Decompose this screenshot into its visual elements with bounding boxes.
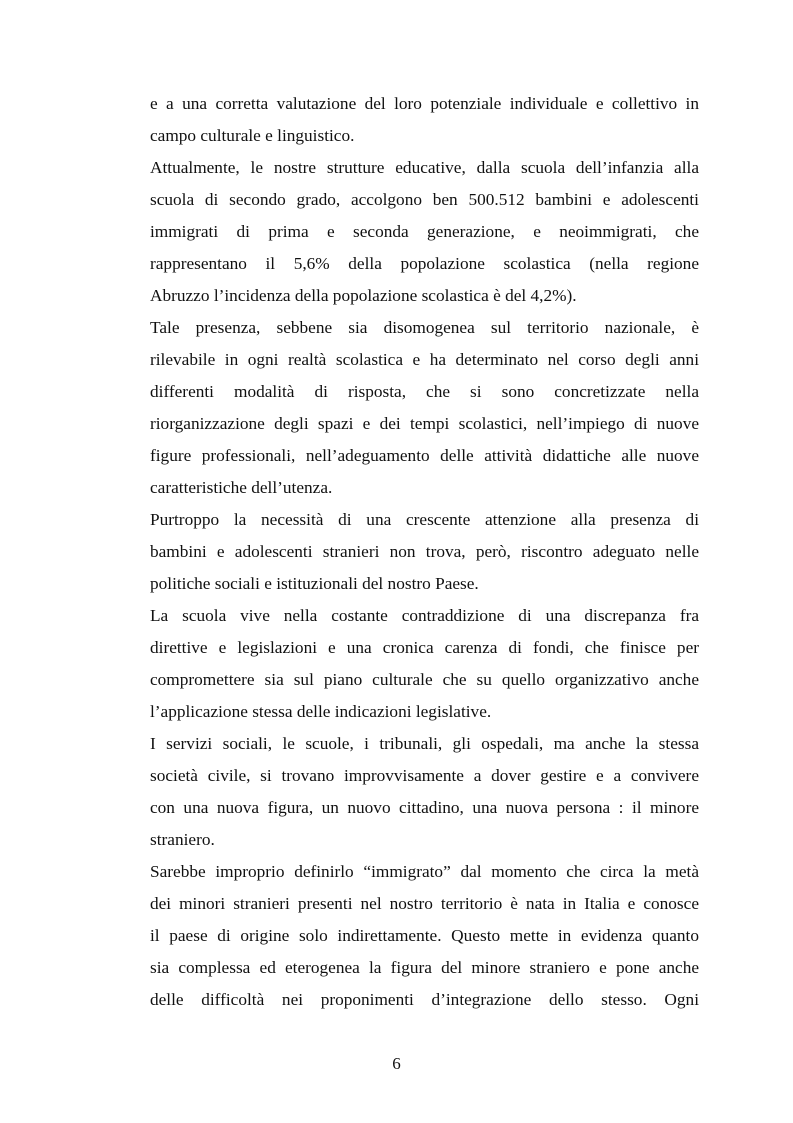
text-line: Abruzzo l’incidenza della popolazione scolastica è del 4,2%). — [150, 286, 577, 305]
text-line: politiche sociali e istituzionali del nostro Paese. — [150, 574, 479, 593]
paragraph-2 — [150, 152, 699, 312]
paragraph-4 — [150, 504, 699, 600]
text-line: e a una corretta valutazione del loro potenziale individuale e collettivo in — [150, 94, 699, 113]
text-line: compromettere sia sul piano culturale che su quello organizzativo anche — [150, 670, 699, 689]
text-line: rappresentano il 5,6% della popolazione scolastica (nella regione — [150, 254, 699, 273]
text-line: l’applicazione stessa delle indicazioni legislative. — [150, 702, 492, 721]
paragraph-1 — [150, 88, 699, 152]
paragraph-7 — [150, 856, 699, 1016]
text-line: delle difficoltà nei proponimenti d’integrazione dello stesso. Ogni — [150, 990, 699, 1009]
paragraph-3 — [150, 312, 699, 504]
text-line: bambini e adolescenti stranieri non trova, però, riscontro adeguato nelle — [150, 542, 699, 561]
text-line: con una nuova figura, un nuovo cittadino, una nuova persona : il minore — [150, 798, 699, 817]
text-line: Tale presenza, sebbene sia disomogenea sul territorio nazionale, è — [150, 318, 699, 337]
page-body — [150, 88, 699, 1016]
text-line: immigrati di prima e seconda generazione, e neoimmigrati, che — [150, 222, 699, 241]
text-line: rilevabile in ogni realtà scolastica e ha determinato nel corso degli anni — [150, 350, 699, 369]
text-line: sia complessa ed eterogenea la figura del minore straniero e pone anche — [150, 958, 699, 977]
text-line: il paese di origine solo indirettamente. Questo mette in evidenza quanto — [150, 926, 699, 945]
page-number: 6 — [392, 1054, 401, 1073]
text-line: Attualmente, le nostre strutture educative, dalla scuola dell’infanzia alla — [150, 158, 699, 177]
paragraph-5 — [150, 600, 699, 728]
paragraph-6 — [150, 728, 699, 856]
text-line: direttive e legislazioni e una cronica carenza di fondi, che finisce per — [150, 638, 699, 657]
text-line: Sarebbe improprio definirlo “immigrato” dal momento che circa la metà — [150, 862, 699, 881]
text-line: straniero. — [150, 830, 215, 849]
text-line: La scuola vive nella costante contraddizione di una discrepanza fra — [150, 606, 699, 625]
text-line: figure professionali, nell’adeguamento delle attività didattiche alle nuove — [150, 446, 699, 465]
text-line: riorganizzazione degli spazi e dei tempi scolastici, nell’impiego di nuove — [150, 414, 699, 433]
text-line: società civile, si trovano improvvisamente a dover gestire e a convivere — [150, 766, 699, 785]
text-line: caratteristiche dell’utenza. — [150, 478, 333, 497]
text-line: dei minori stranieri presenti nel nostro territorio è nata in Italia e conosce — [150, 894, 699, 913]
text-line: campo culturale e linguistico. — [150, 126, 355, 145]
text-line: I servizi sociali, le scuole, i tribunali, gli ospedali, ma anche la stessa — [150, 734, 699, 753]
text-line: Purtroppo la necessità di una crescente attenzione alla presenza di — [150, 510, 699, 529]
text-line: differenti modalità di risposta, che si sono concretizzate nella — [150, 382, 699, 401]
text-line: scuola di secondo grado, accolgono ben 500.512 bambini e adolescenti — [150, 190, 699, 209]
